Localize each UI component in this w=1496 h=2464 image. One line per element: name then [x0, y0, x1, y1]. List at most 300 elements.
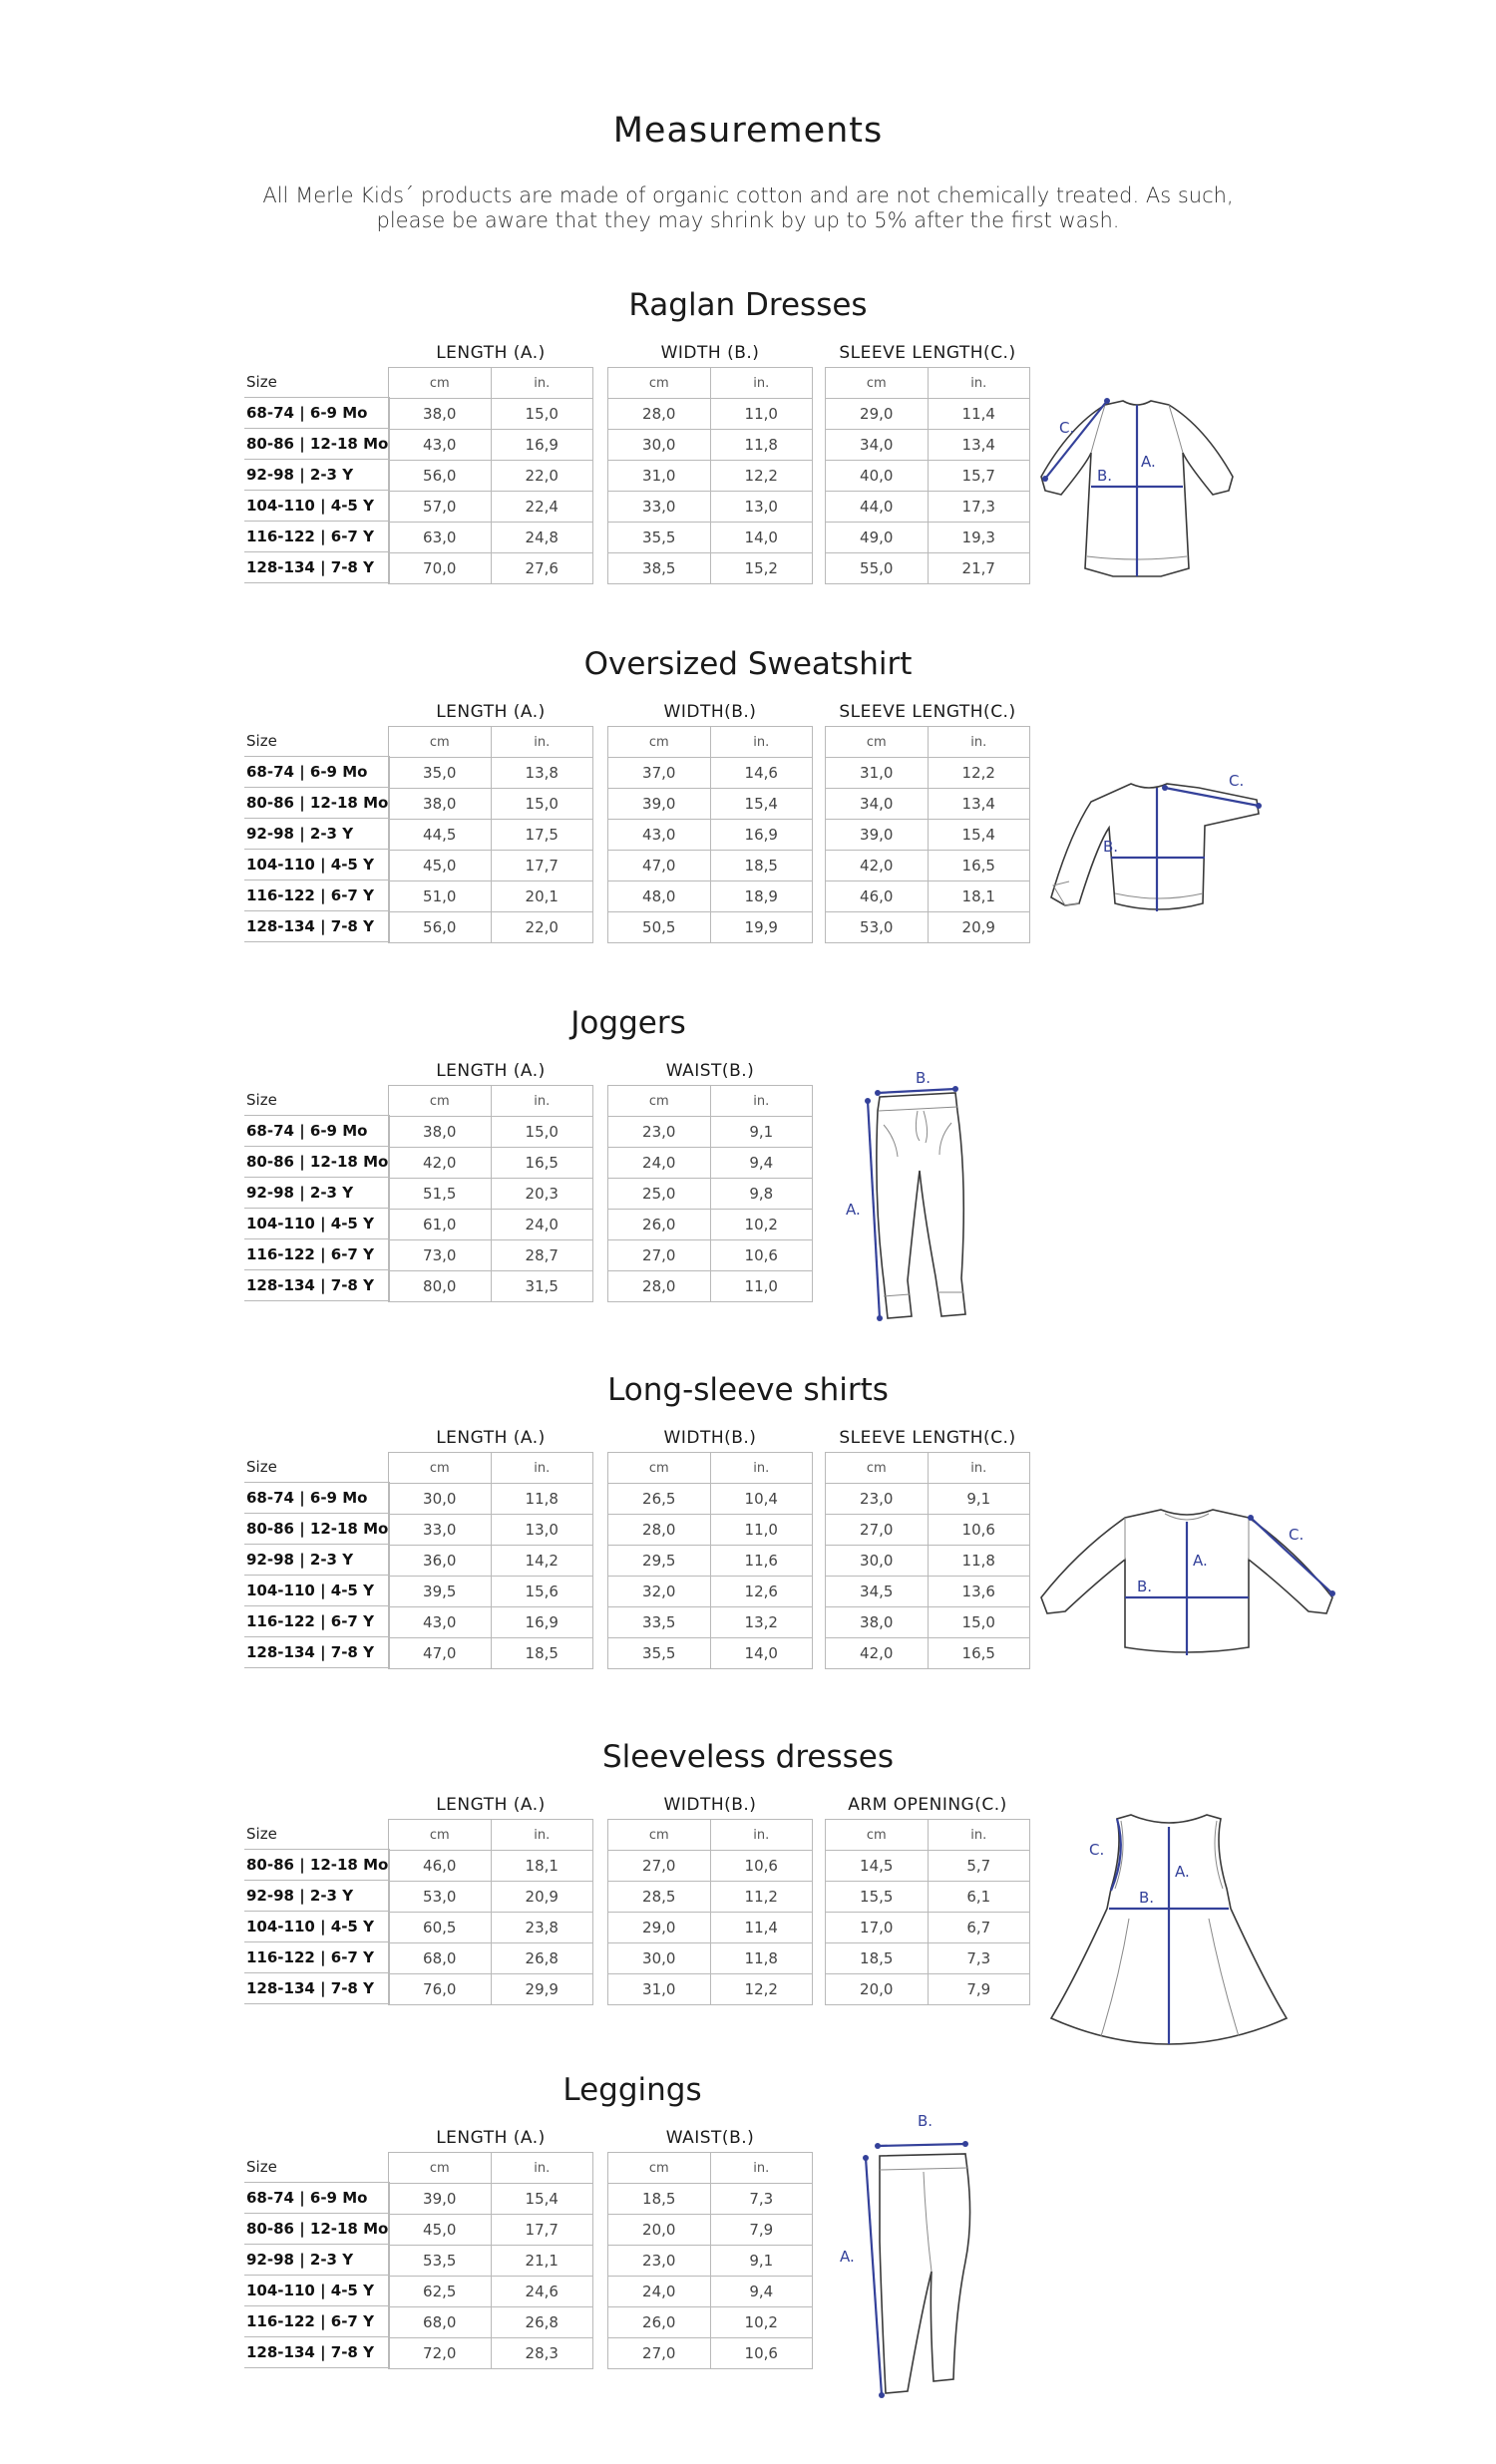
table-row	[389, 523, 593, 553]
value-in: 15,2	[710, 553, 813, 584]
measure-arm-opening-c	[1111, 1819, 1121, 1891]
size-label: 92-98 | 2-3 Y	[244, 1881, 390, 1912]
measure-dot	[879, 2392, 885, 2398]
value-cm: 23,0	[608, 2246, 711, 2277]
value-in: 24,8	[491, 523, 593, 553]
value-in: 15,4	[491, 2184, 593, 2215]
value-in: 17,7	[491, 851, 593, 881]
table-row	[244, 757, 390, 788]
measure-waist-b	[878, 2144, 965, 2146]
measure-dot	[863, 2155, 869, 2161]
table-row	[608, 1117, 813, 1148]
unit-cm: cm	[826, 1453, 929, 1484]
value-in: 20,9	[491, 1882, 593, 1913]
value-cm: 34,0	[826, 789, 929, 820]
table-row	[608, 1546, 813, 1577]
table-row	[608, 1882, 813, 1913]
unit-in: in.	[491, 1086, 593, 1117]
table-row	[826, 523, 1030, 553]
drawstring	[916, 1111, 927, 1143]
value-in: 28,7	[491, 1240, 593, 1271]
measure-table	[825, 1819, 1030, 2005]
table-row	[826, 1484, 1030, 1515]
table-row	[244, 911, 390, 942]
value-in: 10,2	[710, 2307, 813, 2338]
value-in: 15,0	[491, 789, 593, 820]
table-row	[608, 912, 813, 943]
table-row	[244, 1850, 390, 1881]
table-row	[389, 461, 593, 492]
value-in: 13,0	[710, 492, 813, 523]
table-row	[608, 1271, 813, 1302]
table-row	[608, 1148, 813, 1179]
value-cm: 34,0	[826, 430, 929, 461]
table-row	[389, 492, 593, 523]
value-cm: 53,0	[389, 1882, 492, 1913]
value-in: 6,1	[928, 1882, 1030, 1913]
hem-band	[1115, 893, 1203, 898]
size-label: 92-98 | 2-3 Y	[244, 819, 390, 850]
column-group-header: WIDTH(B.)	[663, 1795, 757, 1815]
measure-table	[388, 1452, 593, 1669]
table-row	[608, 2338, 813, 2369]
value-in: 7,9	[928, 1974, 1030, 2005]
table-row	[244, 2214, 390, 2245]
table-row	[826, 881, 1030, 912]
unit-in: in.	[491, 2153, 593, 2184]
measure-dot	[1162, 785, 1168, 791]
value-in: 24,0	[491, 1210, 593, 1240]
column-group-header: LENGTH (A.)	[436, 1061, 546, 1081]
value-cm: 53,5	[389, 2246, 492, 2277]
joggers-outline	[877, 1093, 965, 1318]
value-cm: 46,0	[389, 1851, 492, 1882]
size-label: 104-110 | 4-5 Y	[244, 850, 390, 880]
unit-in: in.	[710, 727, 813, 758]
value-in: 23,8	[491, 1913, 593, 1943]
table-row	[389, 1882, 593, 1913]
table-row	[608, 461, 813, 492]
table-row	[389, 1271, 593, 1302]
value-in: 15,0	[491, 1117, 593, 1148]
size-label: 116-122 | 6-7 Y	[244, 880, 390, 911]
value-cm: 43,0	[389, 430, 492, 461]
value-cm: 26,0	[608, 2307, 711, 2338]
size-label: 128-134 | 7-8 Y	[244, 911, 390, 942]
value-in: 14,6	[710, 758, 813, 789]
table-row	[826, 1515, 1030, 1546]
value-cm: 51,0	[389, 881, 492, 912]
value-in: 6,7	[928, 1913, 1030, 1943]
table-row	[389, 820, 593, 851]
long-sleeve-shirt-diagram	[1037, 1498, 1336, 1677]
table-row	[244, 1912, 390, 1942]
label-b: B.	[1097, 467, 1113, 485]
value-cm: 44,5	[389, 820, 492, 851]
size-header: Size	[244, 1819, 390, 1850]
size-label: 68-74 | 6-9 Mo	[244, 398, 390, 429]
value-cm: 46,0	[826, 881, 929, 912]
table-row	[244, 880, 390, 911]
size-label: 80-86 | 12-18 Mo	[244, 1514, 390, 1545]
value-cm: 56,0	[389, 912, 492, 943]
value-cm: 60,5	[389, 1913, 492, 1943]
table-row	[389, 1148, 593, 1179]
value-cm: 56,0	[389, 461, 492, 492]
table-row	[608, 1851, 813, 1882]
table-row	[608, 789, 813, 820]
table-row	[389, 2184, 593, 2215]
table-row	[244, 1637, 390, 1668]
value-cm: 33,0	[608, 492, 711, 523]
unit-in: in.	[710, 2153, 813, 2184]
measure-table	[607, 1085, 813, 1302]
size-label: 128-134 | 7-8 Y	[244, 2337, 390, 2368]
measure-dot	[962, 2141, 968, 2147]
value-in: 9,8	[710, 1179, 813, 1210]
value-cm: 25,0	[608, 1179, 711, 1210]
value-cm: 68,0	[389, 1943, 492, 1974]
table-row	[826, 820, 1030, 851]
table-row	[244, 398, 390, 429]
table-row	[244, 491, 390, 522]
value-in: 15,6	[491, 1577, 593, 1607]
column-group-header: WIDTH(B.)	[663, 1428, 757, 1448]
value-cm: 63,0	[389, 523, 492, 553]
value-cm: 39,0	[608, 789, 711, 820]
value-in: 15,4	[710, 789, 813, 820]
value-cm: 37,0	[608, 758, 711, 789]
table-row	[389, 2215, 593, 2246]
section-title: Leggings	[562, 2072, 702, 2108]
table-row	[244, 2337, 390, 2368]
label-a: A.	[1141, 453, 1156, 471]
table-row	[244, 1514, 390, 1545]
table-row	[608, 820, 813, 851]
value-in: 9,4	[710, 1148, 813, 1179]
value-cm: 43,0	[389, 1607, 492, 1638]
table-row	[389, 1179, 593, 1210]
value-in: 18,5	[491, 1638, 593, 1669]
value-cm: 68,0	[389, 2307, 492, 2338]
unit-in: in.	[491, 727, 593, 758]
size-label: 104-110 | 4-5 Y	[244, 1576, 390, 1606]
value-in: 12,2	[928, 758, 1030, 789]
table-row	[826, 789, 1030, 820]
value-in: 16,9	[491, 1607, 593, 1638]
value-cm: 53,0	[826, 912, 929, 943]
table-row	[389, 1913, 593, 1943]
size-header: Size	[244, 1085, 390, 1116]
ribbed-cuff	[1053, 881, 1079, 905]
table-row	[389, 789, 593, 820]
unit-cm: cm	[608, 2153, 711, 2184]
value-cm: 38,0	[826, 1607, 929, 1638]
value-cm: 42,0	[389, 1148, 492, 1179]
value-in: 9,1	[710, 2246, 813, 2277]
value-cm: 62,5	[389, 2277, 492, 2307]
table-row	[608, 2307, 813, 2338]
unit-cm: cm	[826, 727, 929, 758]
size-label: 104-110 | 4-5 Y	[244, 491, 390, 522]
table-row	[244, 2183, 390, 2214]
value-cm: 31,0	[608, 461, 711, 492]
value-cm: 45,0	[389, 851, 492, 881]
section-title: Long-sleeve shirts	[607, 1372, 889, 1408]
measure-dot	[1042, 476, 1048, 482]
table-row	[389, 1240, 593, 1271]
table-row	[608, 2184, 813, 2215]
value-cm: 33,5	[608, 1607, 711, 1638]
value-cm: 61,0	[389, 1210, 492, 1240]
inseam	[924, 2172, 932, 2272]
table-row	[389, 430, 593, 461]
column-group-header: LENGTH (A.)	[436, 1795, 546, 1815]
table-row	[389, 2246, 593, 2277]
value-cm: 76,0	[389, 1974, 492, 2005]
value-in: 7,3	[710, 2184, 813, 2215]
table-row	[244, 1178, 390, 1209]
value-in: 16,5	[928, 851, 1030, 881]
size-label: 104-110 | 4-5 Y	[244, 1209, 390, 1239]
label-b: B.	[916, 1069, 932, 1087]
size-label: 68-74 | 6-9 Mo	[244, 757, 390, 788]
unit-cm: cm	[826, 1820, 929, 1851]
table-row	[389, 2277, 593, 2307]
unit-in: in.	[710, 1820, 813, 1851]
unit-in: in.	[491, 1820, 593, 1851]
value-cm: 36,0	[389, 1546, 492, 1577]
table-row	[826, 461, 1030, 492]
value-cm: 31,0	[826, 758, 929, 789]
measure-dot	[1329, 1590, 1335, 1596]
value-cm: 42,0	[826, 851, 929, 881]
table-row	[244, 1942, 390, 1973]
value-cm: 39,0	[826, 820, 929, 851]
size-label: 116-122 | 6-7 Y	[244, 1239, 390, 1270]
value-in: 17,7	[491, 2215, 593, 2246]
value-cm: 29,0	[608, 1913, 711, 1943]
unit-in: in.	[710, 1086, 813, 1117]
value-cm: 47,0	[389, 1638, 492, 1669]
size-label: 128-134 | 7-8 Y	[244, 1270, 390, 1301]
value-cm: 39,0	[389, 2184, 492, 2215]
table-row	[608, 1638, 813, 1669]
value-cm: 42,0	[826, 1638, 929, 1669]
table-row	[244, 552, 390, 583]
value-cm: 38,5	[608, 553, 711, 584]
value-in: 31,5	[491, 1271, 593, 1302]
unit-cm: cm	[389, 1453, 492, 1484]
value-in: 17,3	[928, 492, 1030, 523]
measure-dot	[1256, 803, 1262, 809]
column-group-header: WAIST(B.)	[665, 1061, 755, 1081]
value-cm: 27,0	[608, 1240, 711, 1271]
label-b: B.	[918, 2112, 934, 2130]
value-in: 19,3	[928, 523, 1030, 553]
unit-in: in.	[710, 368, 813, 399]
value-in: 15,0	[491, 399, 593, 430]
table-row	[826, 553, 1030, 584]
raglan-dress-diagram	[1037, 391, 1237, 590]
label-b: B.	[1103, 838, 1119, 856]
table-row	[244, 1270, 390, 1301]
measure-table	[825, 726, 1030, 943]
value-cm: 73,0	[389, 1240, 492, 1271]
size-label: 80-86 | 12-18 Mo	[244, 1147, 390, 1178]
unit-in: in.	[491, 1453, 593, 1484]
sweatshirt-outline	[1051, 784, 1259, 909]
value-in: 11,4	[928, 399, 1030, 430]
value-in: 29,9	[491, 1974, 593, 2005]
intro-text	[0, 183, 1496, 233]
table-row	[389, 1484, 593, 1515]
measure-table	[607, 2152, 813, 2369]
value-cm: 50,5	[608, 912, 711, 943]
section-sleeveless-dresses	[0, 1739, 1496, 2068]
value-cm: 27,0	[608, 1851, 711, 1882]
value-in: 9,1	[710, 1117, 813, 1148]
value-in: 22,0	[491, 912, 593, 943]
section-oversized-sweatshirt	[0, 646, 1496, 975]
value-cm: 47,0	[608, 851, 711, 881]
value-in: 18,1	[928, 881, 1030, 912]
measure-dot	[875, 1090, 881, 1096]
intro-line-2: please be aware that they may shrink by up to 5% after the first wash.	[376, 208, 1120, 232]
value-in: 26,8	[491, 1943, 593, 1974]
table-row	[244, 2276, 390, 2306]
value-in: 7,3	[928, 1943, 1030, 1974]
value-in: 12,6	[710, 1577, 813, 1607]
size-label: 116-122 | 6-7 Y	[244, 1942, 390, 1973]
value-cm: 48,0	[608, 881, 711, 912]
size-column	[244, 367, 390, 583]
size-label: 104-110 | 4-5 Y	[244, 1912, 390, 1942]
table-row	[244, 429, 390, 460]
table-row	[608, 1240, 813, 1271]
unit-cm: cm	[389, 727, 492, 758]
measure-table	[607, 1452, 813, 1669]
intro-line-1: All Merle Kids´ products are made of organic cotton and are not chemically treated. As such,	[262, 183, 1234, 207]
value-in: 18,1	[491, 1851, 593, 1882]
value-cm: 24,0	[608, 1148, 711, 1179]
table-row	[244, 1973, 390, 2004]
measure-dot	[1248, 1515, 1254, 1521]
value-in: 16,9	[710, 820, 813, 851]
unit-in: in.	[491, 368, 593, 399]
value-cm: 57,0	[389, 492, 492, 523]
table-row	[826, 912, 1030, 943]
value-cm: 23,0	[826, 1484, 929, 1515]
table-row	[608, 1974, 813, 2005]
table-row	[389, 1974, 593, 2005]
value-in: 15,7	[928, 461, 1030, 492]
waistband	[880, 2168, 967, 2170]
value-in: 13,2	[710, 1607, 813, 1638]
value-in: 11,0	[710, 399, 813, 430]
value-in: 27,6	[491, 553, 593, 584]
value-cm: 28,0	[608, 1271, 711, 1302]
table-row	[389, 2338, 593, 2369]
sweatshirt-diagram	[1039, 766, 1269, 945]
label-a: A.	[846, 1201, 861, 1219]
value-in: 11,0	[710, 1271, 813, 1302]
value-in: 21,1	[491, 2246, 593, 2277]
size-label: 68-74 | 6-9 Mo	[244, 1116, 390, 1147]
value-cm: 43,0	[608, 820, 711, 851]
unit-cm: cm	[389, 368, 492, 399]
table-row	[244, 522, 390, 552]
table-row	[389, 399, 593, 430]
value-cm: 18,5	[826, 1943, 929, 1974]
table-row	[389, 1546, 593, 1577]
value-in: 10,6	[710, 1851, 813, 1882]
table-row	[389, 553, 593, 584]
value-in: 14,2	[491, 1546, 593, 1577]
size-label: 128-134 | 7-8 Y	[244, 1637, 390, 1668]
value-cm: 28,5	[608, 1882, 711, 1913]
value-in: 18,5	[710, 851, 813, 881]
table-row	[826, 1974, 1030, 2005]
table-row	[244, 1545, 390, 1576]
unit-cm: cm	[389, 1820, 492, 1851]
size-label: 80-86 | 12-18 Mo	[244, 788, 390, 819]
value-cm: 38,0	[389, 399, 492, 430]
table-row	[608, 2215, 813, 2246]
size-label: 116-122 | 6-7 Y	[244, 2306, 390, 2337]
value-cm: 32,0	[608, 1577, 711, 1607]
table-row	[389, 851, 593, 881]
column-group-header: LENGTH (A.)	[436, 1428, 546, 1448]
size-column	[244, 2152, 390, 2368]
table-row	[244, 819, 390, 850]
measure-table	[388, 2152, 593, 2369]
value-in: 20,9	[928, 912, 1030, 943]
table-row	[826, 1913, 1030, 1943]
table-row	[389, 912, 593, 943]
table-row	[244, 1147, 390, 1178]
label-c: C.	[1229, 772, 1245, 790]
value-in: 12,2	[710, 1974, 813, 2005]
unit-cm: cm	[608, 368, 711, 399]
table-row	[389, 881, 593, 912]
table-row	[244, 2245, 390, 2276]
table-row	[244, 2306, 390, 2337]
table-row	[608, 2277, 813, 2307]
value-in: 10,2	[710, 1210, 813, 1240]
value-in: 11,8	[928, 1546, 1030, 1577]
size-label: 92-98 | 2-3 Y	[244, 460, 390, 491]
value-in: 14,0	[710, 523, 813, 553]
table-row	[389, 1117, 593, 1148]
measure-dot	[1104, 398, 1110, 404]
table-row	[826, 758, 1030, 789]
label-a: A.	[1175, 1863, 1190, 1881]
size-label: 116-122 | 6-7 Y	[244, 1606, 390, 1637]
section-title: Raglan Dresses	[628, 287, 868, 323]
label-c: C.	[1059, 419, 1075, 437]
column-group-header: SLEEVE LENGTH(C.)	[839, 343, 1016, 363]
value-cm: 72,0	[389, 2338, 492, 2369]
table-row	[608, 553, 813, 584]
table-row	[826, 492, 1030, 523]
value-in: 15,0	[928, 1607, 1030, 1638]
table-row	[389, 1577, 593, 1607]
unit-cm: cm	[608, 727, 711, 758]
section-long-sleeve-shirts	[0, 1372, 1496, 1701]
table-row	[826, 1577, 1030, 1607]
table-row	[608, 492, 813, 523]
